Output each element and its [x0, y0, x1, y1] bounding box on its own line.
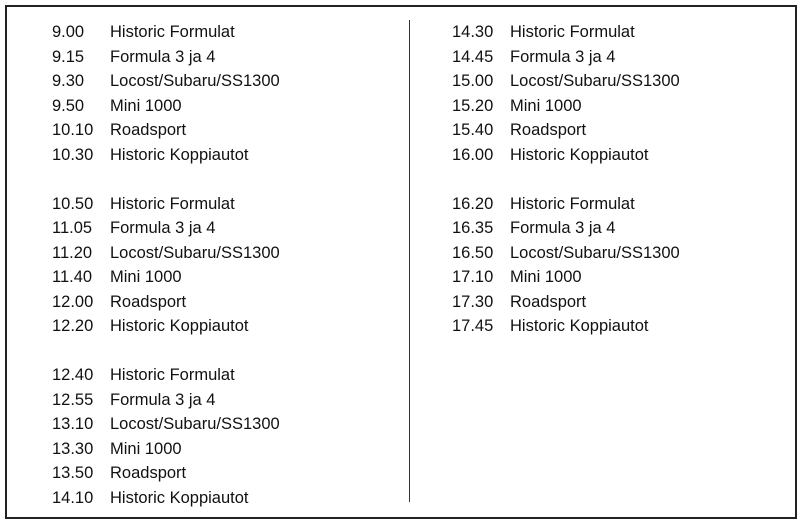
schedule-row [52, 363, 280, 388]
schedule-row [452, 143, 680, 168]
session-time: 17.10 [452, 268, 494, 286]
race-class-name: Historic Formulat [110, 23, 235, 41]
race-class-name: Historic Formulat [110, 366, 235, 384]
schedule-row [52, 192, 280, 217]
session-time: 16.35 [452, 219, 494, 237]
schedule-row [52, 118, 280, 143]
session-time: 11.40 [52, 268, 93, 286]
schedule-group [452, 192, 680, 339]
session-time: 13.10 [52, 415, 94, 433]
session-time: 12.40 [52, 366, 94, 384]
schedule-row [52, 290, 280, 315]
schedule-row [452, 241, 680, 266]
session-time: 9.30 [52, 72, 85, 90]
schedule-group [52, 20, 280, 167]
session-time: 12.55 [52, 390, 94, 409]
session-time: 13.50 [52, 464, 94, 482]
race-class-name: Historic Formulat [110, 194, 235, 213]
schedule-group [452, 20, 680, 167]
session-time: 10.10 [52, 121, 94, 139]
session-time: 13.30 [52, 439, 94, 458]
schedule-row [52, 143, 280, 168]
session-time: 14.10 [52, 488, 94, 507]
race-class-name: Roadsport [510, 292, 587, 311]
race-class-name: Formula 3 ja 4 [510, 47, 616, 66]
race-class-name: Formula 3 ja 4 [510, 219, 616, 237]
schedule-row [52, 241, 280, 266]
schedule-row [52, 486, 280, 511]
session-time: 15.20 [452, 96, 494, 115]
schedule-row [452, 290, 680, 315]
session-time: 16.00 [452, 145, 494, 164]
schedule-row [452, 94, 680, 119]
session-time: 9.50 [52, 96, 85, 115]
session-time: 9.15 [52, 47, 85, 66]
session-time: 17.30 [452, 292, 494, 311]
race-class-name: Locost/Subaru/SS1300 [110, 415, 280, 433]
session-time: 11.20 [52, 243, 93, 262]
race-class-name: Historic Koppiautot [110, 145, 249, 164]
session-time: 15.00 [452, 72, 494, 90]
schedule-row [452, 45, 680, 70]
race-class-name: Roadsport [110, 292, 187, 311]
race-class-name: Roadsport [510, 121, 587, 139]
session-time: 11.05 [52, 219, 93, 237]
session-time: 9.00 [52, 23, 85, 41]
column-divider [409, 20, 410, 502]
race-class-name: Formula 3 ja 4 [110, 219, 216, 237]
schedule-row [52, 69, 280, 94]
race-class-name: Locost/Subaru/SS1300 [510, 243, 680, 262]
race-class-name: Formula 3 ja 4 [110, 390, 216, 409]
schedule-row [452, 69, 680, 94]
race-class-name: Mini 1000 [110, 268, 182, 286]
race-class-name: Locost/Subaru/SS1300 [510, 72, 680, 90]
schedule-row [52, 216, 280, 241]
schedule-row [52, 314, 280, 339]
race-class-name: Mini 1000 [510, 268, 582, 286]
schedule-group [52, 363, 280, 510]
schedule-column-right [452, 20, 680, 339]
race-class-name: Mini 1000 [110, 439, 182, 458]
race-class-name: Mini 1000 [110, 96, 182, 115]
race-class-name: Mini 1000 [510, 96, 582, 115]
session-time: 14.45 [452, 47, 494, 66]
schedule-row [452, 265, 680, 290]
schedule-row [452, 20, 680, 45]
schedule-row [52, 45, 280, 70]
schedule-row [52, 94, 280, 119]
schedule-row [52, 265, 280, 290]
race-class-name: Locost/Subaru/SS1300 [110, 72, 280, 90]
session-time: 15.40 [452, 121, 494, 139]
race-class-name: Historic Koppiautot [510, 317, 649, 335]
session-time: 12.00 [52, 292, 94, 311]
session-time: 16.20 [452, 194, 494, 213]
race-class-name: Formula 3 ja 4 [110, 47, 216, 66]
schedule-row [452, 216, 680, 241]
schedule-row [52, 20, 280, 45]
schedule-column-left [52, 20, 280, 510]
race-class-name: Roadsport [110, 121, 187, 139]
session-time: 12.20 [52, 317, 94, 335]
race-class-name: Roadsport [110, 464, 187, 482]
schedule-row [52, 437, 280, 462]
schedule-row [52, 461, 280, 486]
race-class-name: Historic Koppiautot [110, 488, 249, 507]
session-time: 16.50 [452, 243, 494, 262]
race-class-name: Historic Koppiautot [510, 145, 649, 164]
session-time: 14.30 [452, 23, 494, 41]
session-time: 17.45 [452, 317, 494, 335]
schedule-row [52, 412, 280, 437]
schedule-group [52, 192, 280, 339]
session-time: 10.50 [52, 194, 94, 213]
schedule-row [452, 192, 680, 217]
schedule-row [452, 314, 680, 339]
schedule-row [452, 118, 680, 143]
session-time: 10.30 [52, 145, 94, 164]
schedule-row [52, 388, 280, 413]
race-class-name: Locost/Subaru/SS1300 [110, 243, 280, 262]
race-class-name: Historic Formulat [510, 194, 635, 213]
race-class-name: Historic Formulat [510, 23, 635, 41]
race-class-name: Historic Koppiautot [110, 317, 249, 335]
